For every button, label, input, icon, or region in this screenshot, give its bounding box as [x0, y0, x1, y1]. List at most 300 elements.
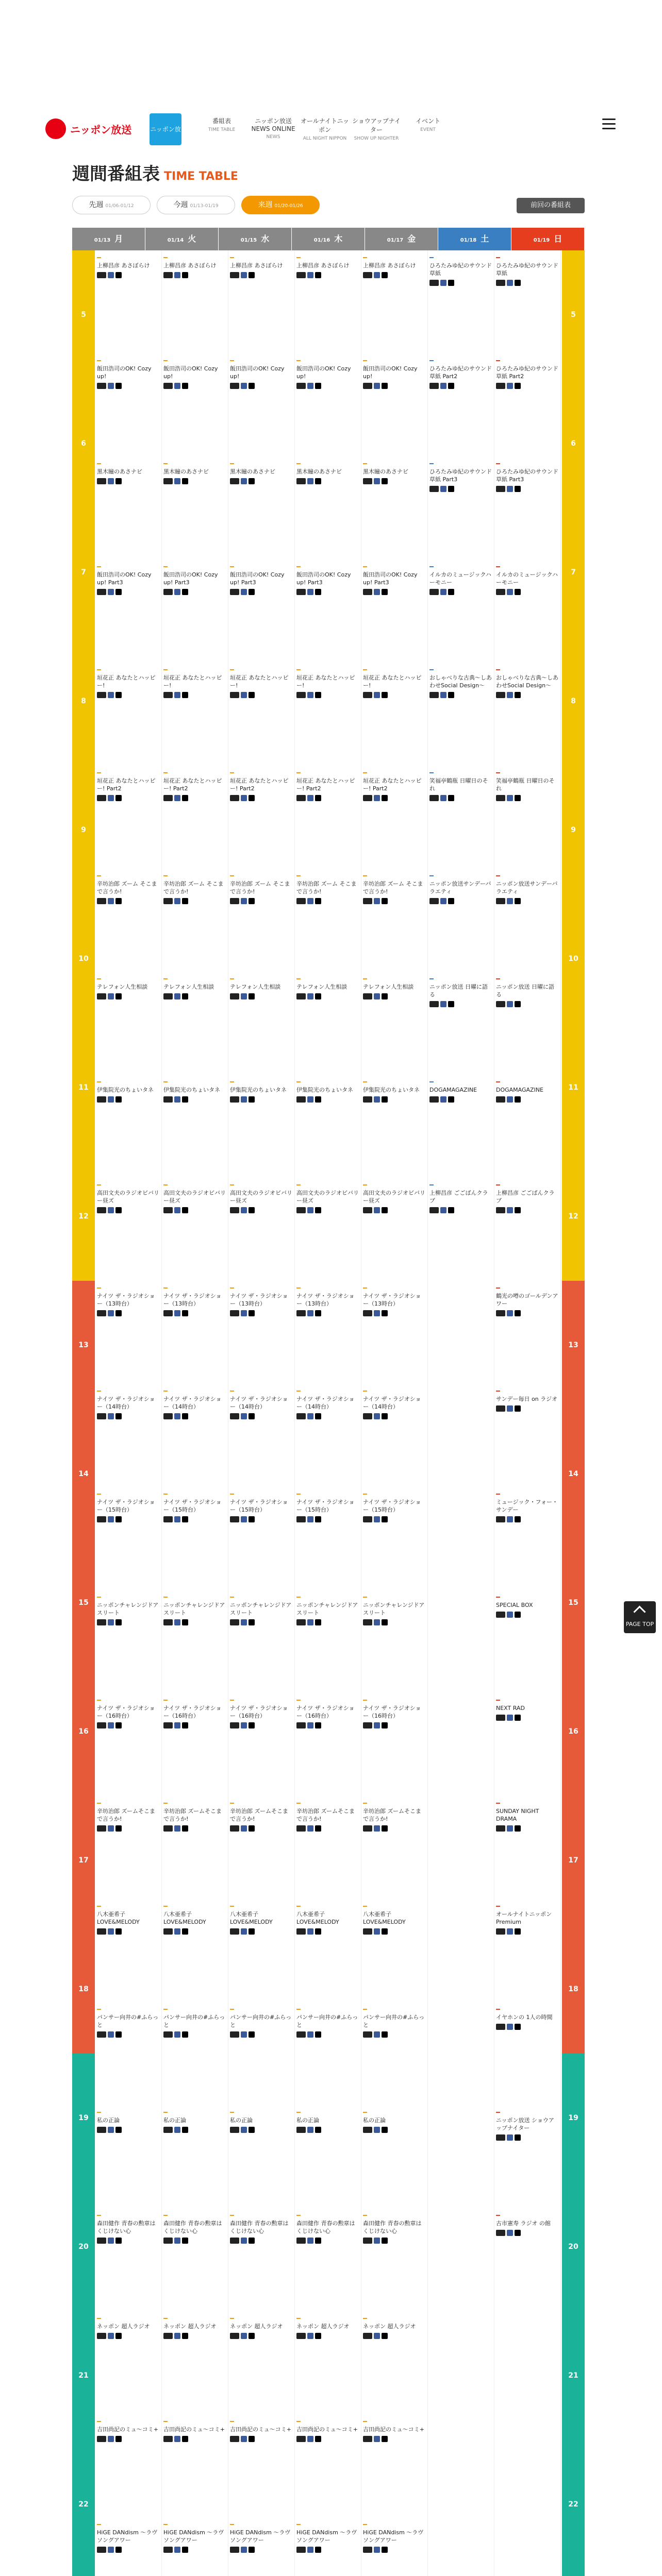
fb-icon[interactable]	[307, 272, 313, 278]
program-cell[interactable]	[97, 1594, 159, 1625]
program-cell[interactable]	[296, 1903, 359, 1935]
x-icon[interactable]	[249, 2238, 255, 2244]
fb-icon[interactable]	[241, 1928, 247, 1935]
radiko-icon[interactable]	[230, 2436, 239, 2442]
program-cell[interactable]	[97, 976, 159, 999]
x-icon[interactable]	[249, 383, 255, 389]
program-cell[interactable]	[363, 1594, 425, 1625]
radiko-icon[interactable]	[363, 2333, 372, 2339]
x-icon[interactable]	[515, 1612, 521, 1618]
program-cell[interactable]	[163, 2212, 226, 2244]
fb-icon[interactable]	[241, 2127, 247, 2133]
fb-icon[interactable]	[108, 478, 114, 484]
radiko-icon[interactable]	[496, 692, 505, 698]
fb-icon[interactable]	[241, 1096, 247, 1103]
fb-icon[interactable]	[108, 692, 114, 698]
program-cell[interactable]	[429, 873, 492, 904]
radiko-icon[interactable]	[97, 478, 106, 484]
fb-icon[interactable]	[307, 993, 313, 999]
fb-icon[interactable]	[374, 478, 380, 484]
radiko-icon[interactable]	[97, 272, 106, 278]
x-icon[interactable]	[115, 993, 122, 999]
radiko-icon[interactable]	[97, 692, 106, 698]
program-cell[interactable]	[496, 1903, 558, 1935]
fb-icon[interactable]	[174, 2436, 180, 2442]
x-icon[interactable]	[515, 589, 521, 595]
radiko-icon[interactable]	[230, 478, 239, 484]
fb-icon[interactable]	[307, 2333, 313, 2339]
fb-icon[interactable]	[307, 692, 313, 698]
x-icon[interactable]	[515, 1715, 521, 1721]
x-icon[interactable]	[315, 1928, 321, 1935]
fb-icon[interactable]	[307, 478, 313, 484]
radiko-icon[interactable]	[163, 2333, 173, 2339]
program-cell[interactable]	[496, 2006, 558, 2030]
radiko-icon[interactable]	[363, 1310, 372, 1316]
program-cell[interactable]	[230, 1491, 292, 1522]
x-icon[interactable]	[515, 2134, 521, 2141]
program-cell[interactable]	[230, 1903, 292, 1935]
radiko-icon[interactable]	[296, 2333, 306, 2339]
fb-icon[interactable]	[241, 1619, 247, 1625]
x-icon[interactable]	[249, 2031, 255, 2038]
program-cell[interactable]	[230, 564, 292, 595]
radiko-icon[interactable]	[429, 898, 439, 904]
x-icon[interactable]	[515, 280, 521, 286]
radiko-icon[interactable]	[429, 280, 439, 286]
x-icon[interactable]	[382, 1096, 388, 1103]
x-icon[interactable]	[382, 2238, 388, 2244]
x-icon[interactable]	[115, 1207, 122, 1213]
radiko-icon[interactable]	[429, 692, 439, 698]
radiko-icon[interactable]	[429, 1096, 439, 1103]
radiko-icon[interactable]	[496, 1310, 505, 1316]
program-cell[interactable]	[163, 873, 226, 904]
program-cell[interactable]	[97, 2212, 159, 2244]
program-cell[interactable]	[97, 1388, 159, 1419]
radiko-icon[interactable]	[163, 1928, 173, 1935]
fb-icon[interactable]	[108, 1825, 114, 1832]
fb-icon[interactable]	[241, 383, 247, 389]
radiko-icon[interactable]	[296, 2238, 306, 2244]
program-cell[interactable]	[97, 770, 159, 801]
program-cell[interactable]	[496, 976, 558, 1007]
fb-icon[interactable]	[174, 589, 180, 595]
program-cell[interactable]	[496, 2109, 558, 2141]
program-cell[interactable]	[163, 667, 226, 698]
program-cell[interactable]	[496, 2212, 558, 2236]
program-cell[interactable]	[163, 2418, 226, 2442]
program-cell[interactable]	[496, 255, 558, 286]
fb-icon[interactable]	[174, 993, 180, 999]
program-cell[interactable]	[230, 2212, 292, 2244]
program-cell[interactable]	[163, 564, 226, 595]
program-cell[interactable]	[163, 1285, 226, 1316]
x-icon[interactable]	[515, 1516, 521, 1522]
program-cell[interactable]	[163, 770, 226, 801]
fb-icon[interactable]	[307, 1310, 313, 1316]
x-icon[interactable]	[515, 383, 521, 389]
fb-icon[interactable]	[507, 1928, 513, 1935]
program-cell[interactable]	[230, 770, 292, 801]
radiko-icon[interactable]	[230, 1619, 239, 1625]
menu-icon[interactable]	[602, 118, 616, 129]
fb-icon[interactable]	[307, 795, 313, 801]
x-icon[interactable]	[315, 589, 321, 595]
x-icon[interactable]	[315, 1096, 321, 1103]
program-cell[interactable]	[296, 2418, 359, 2442]
x-icon[interactable]	[115, 272, 122, 278]
x-icon[interactable]	[382, 2333, 388, 2339]
fb-icon[interactable]	[307, 1825, 313, 1832]
program-cell[interactable]	[97, 358, 159, 389]
program-cell[interactable]	[296, 1491, 359, 1522]
radiko-icon[interactable]	[296, 478, 306, 484]
program-cell[interactable]	[163, 255, 226, 278]
radiko-icon[interactable]	[296, 1310, 306, 1316]
fb-icon[interactable]	[174, 1722, 180, 1728]
x-icon[interactable]	[315, 1619, 321, 1625]
x-icon[interactable]	[115, 1722, 122, 1728]
x-icon[interactable]	[115, 1825, 122, 1832]
x-icon[interactable]	[382, 1207, 388, 1213]
program-cell[interactable]	[363, 2212, 425, 2244]
tab-next-week[interactable]	[241, 196, 320, 214]
program-cell[interactable]	[429, 255, 492, 286]
radiko-icon[interactable]	[496, 1612, 505, 1618]
nav-news[interactable]	[247, 116, 299, 141]
radiko-icon[interactable]	[163, 1825, 173, 1832]
radiko-icon[interactable]	[296, 2436, 306, 2442]
radiko-icon[interactable]	[163, 1722, 173, 1728]
fb-icon[interactable]	[174, 1413, 180, 1419]
fb-icon[interactable]	[507, 280, 513, 286]
x-icon[interactable]	[382, 2031, 388, 2038]
x-icon[interactable]	[182, 1096, 188, 1103]
radiko-icon[interactable]	[363, 1516, 372, 1522]
program-cell[interactable]	[363, 255, 425, 278]
program-cell[interactable]	[296, 1594, 359, 1625]
fb-icon[interactable]	[241, 272, 247, 278]
program-cell[interactable]	[230, 1285, 292, 1316]
program-cell[interactable]	[296, 1388, 359, 1419]
radiko-icon[interactable]	[363, 1722, 372, 1728]
x-icon[interactable]	[382, 2547, 388, 2553]
x-icon[interactable]	[115, 383, 122, 389]
program-cell[interactable]	[97, 2521, 159, 2553]
radiko-icon[interactable]	[97, 2333, 106, 2339]
fb-icon[interactable]	[440, 692, 446, 698]
radiko-icon[interactable]	[363, 2031, 372, 2038]
radiko-icon[interactable]	[496, 1001, 505, 1007]
radiko-icon[interactable]	[163, 2436, 173, 2442]
fb-icon[interactable]	[507, 1516, 513, 1522]
radiko-icon[interactable]	[429, 486, 439, 492]
program-cell[interactable]	[97, 1697, 159, 1728]
day-mon[interactable]	[72, 228, 145, 250]
radiko-icon[interactable]	[97, 993, 106, 999]
x-icon[interactable]	[315, 1207, 321, 1213]
x-icon[interactable]	[515, 898, 521, 904]
radiko-icon[interactable]	[230, 1207, 239, 1213]
x-icon[interactable]	[315, 1310, 321, 1316]
radiko-icon[interactable]	[363, 1207, 372, 1213]
program-cell[interactable]	[363, 2006, 425, 2038]
radiko-icon[interactable]	[97, 795, 106, 801]
x-icon[interactable]	[115, 2333, 122, 2339]
fb-icon[interactable]	[307, 1096, 313, 1103]
fb-icon[interactable]	[108, 2547, 114, 2553]
x-icon[interactable]	[182, 1928, 188, 1935]
program-cell[interactable]	[296, 2315, 359, 2339]
x-icon[interactable]	[182, 1310, 188, 1316]
fb-icon[interactable]	[440, 898, 446, 904]
x-icon[interactable]	[249, 1928, 255, 1935]
radiko-icon[interactable]	[230, 692, 239, 698]
x-icon[interactable]	[182, 383, 188, 389]
fb-icon[interactable]	[108, 1722, 114, 1728]
radiko-icon[interactable]	[97, 898, 106, 904]
fb-icon[interactable]	[307, 589, 313, 595]
program-cell[interactable]	[97, 2006, 159, 2038]
x-icon[interactable]	[315, 795, 321, 801]
fb-icon[interactable]	[241, 898, 247, 904]
day-sun[interactable]	[511, 228, 585, 250]
x-icon[interactable]	[249, 2127, 255, 2133]
fb-icon[interactable]	[174, 1310, 180, 1316]
x-icon[interactable]	[382, 898, 388, 904]
fb-icon[interactable]	[507, 2134, 513, 2141]
x-icon[interactable]	[515, 1405, 521, 1412]
program-cell[interactable]	[296, 873, 359, 904]
radiko-icon[interactable]	[496, 2230, 505, 2236]
fb-icon[interactable]	[440, 1207, 446, 1213]
program-cell[interactable]	[97, 461, 159, 484]
radiko-icon[interactable]	[429, 589, 439, 595]
program-cell[interactable]	[97, 2109, 159, 2133]
radiko-icon[interactable]	[496, 1516, 505, 1522]
radiko-icon[interactable]	[230, 1722, 239, 1728]
radiko-icon[interactable]	[163, 1413, 173, 1419]
program-cell[interactable]	[496, 770, 558, 801]
program-cell[interactable]	[496, 667, 558, 698]
x-icon[interactable]	[382, 993, 388, 999]
x-icon[interactable]	[448, 1207, 454, 1213]
program-cell[interactable]	[496, 564, 558, 595]
radiko-icon[interactable]	[163, 2127, 173, 2133]
x-icon[interactable]	[448, 383, 454, 389]
program-cell[interactable]	[230, 461, 292, 484]
fb-icon[interactable]	[440, 1001, 446, 1007]
program-cell[interactable]	[363, 1697, 425, 1728]
fb-icon[interactable]	[174, 272, 180, 278]
program-cell[interactable]	[163, 976, 226, 999]
program-cell[interactable]	[163, 2109, 226, 2133]
radiko-icon[interactable]	[363, 1413, 372, 1419]
x-icon[interactable]	[448, 1001, 454, 1007]
radiko-icon[interactable]	[163, 2238, 173, 2244]
fb-icon[interactable]	[174, 1207, 180, 1213]
program-cell[interactable]	[230, 2418, 292, 2442]
radiko-icon[interactable]	[163, 478, 173, 484]
fb-icon[interactable]	[307, 898, 313, 904]
fb-icon[interactable]	[307, 2031, 313, 2038]
radiko-icon[interactable]	[296, 795, 306, 801]
program-cell[interactable]	[163, 2006, 226, 2038]
fb-icon[interactable]	[108, 898, 114, 904]
fb-icon[interactable]	[507, 1096, 513, 1103]
day-fri[interactable]	[365, 228, 438, 250]
fb-icon[interactable]	[241, 589, 247, 595]
program-cell[interactable]	[97, 873, 159, 904]
program-cell[interactable]	[363, 1800, 425, 1832]
x-icon[interactable]	[249, 1722, 255, 1728]
x-icon[interactable]	[182, 589, 188, 595]
program-cell[interactable]	[429, 358, 492, 389]
radiko-icon[interactable]	[363, 898, 372, 904]
program-cell[interactable]	[296, 255, 359, 278]
program-cell[interactable]	[296, 770, 359, 801]
program-cell[interactable]	[230, 1079, 292, 1103]
radiko-icon[interactable]	[496, 1405, 505, 1412]
x-icon[interactable]	[382, 478, 388, 484]
x-icon[interactable]	[515, 692, 521, 698]
fb-icon[interactable]	[507, 383, 513, 389]
fb-icon[interactable]	[108, 2031, 114, 2038]
x-icon[interactable]	[382, 795, 388, 801]
fb-icon[interactable]	[507, 1207, 513, 1213]
program-cell[interactable]	[429, 461, 492, 492]
x-icon[interactable]	[382, 1619, 388, 1625]
program-cell[interactable]	[363, 667, 425, 698]
program-cell[interactable]	[496, 461, 558, 492]
radiko-icon[interactable]	[296, 1722, 306, 1728]
radiko-icon[interactable]	[496, 383, 505, 389]
radiko-icon[interactable]	[296, 2547, 306, 2553]
fb-icon[interactable]	[174, 2333, 180, 2339]
program-cell[interactable]	[230, 1800, 292, 1832]
radiko-icon[interactable]	[363, 1619, 372, 1625]
radiko-icon[interactable]	[163, 692, 173, 698]
radiko-icon[interactable]	[496, 1207, 505, 1213]
x-icon[interactable]	[382, 1825, 388, 1832]
x-icon[interactable]	[249, 2547, 255, 2553]
radiko-icon[interactable]	[97, 589, 106, 595]
radiko-icon[interactable]	[496, 1825, 505, 1832]
radiko-icon[interactable]	[496, 1928, 505, 1935]
x-icon[interactable]	[315, 898, 321, 904]
radiko-icon[interactable]	[97, 1413, 106, 1419]
fb-icon[interactable]	[108, 1516, 114, 1522]
x-icon[interactable]	[115, 692, 122, 698]
radiko-icon[interactable]	[230, 2333, 239, 2339]
radiko-icon[interactable]	[363, 993, 372, 999]
x-icon[interactable]	[115, 2547, 122, 2553]
fb-icon[interactable]	[307, 2547, 313, 2553]
program-cell[interactable]	[429, 976, 492, 1007]
radiko-icon[interactable]	[363, 383, 372, 389]
radiko-icon[interactable]	[163, 795, 173, 801]
program-cell[interactable]	[163, 1182, 226, 1213]
x-icon[interactable]	[315, 2031, 321, 2038]
x-icon[interactable]	[382, 1722, 388, 1728]
radiko-icon[interactable]	[363, 272, 372, 278]
fb-icon[interactable]	[108, 589, 114, 595]
radiko-icon[interactable]	[296, 2031, 306, 2038]
fb-icon[interactable]	[374, 1096, 380, 1103]
x-icon[interactable]	[249, 478, 255, 484]
fb-icon[interactable]	[174, 2031, 180, 2038]
x-icon[interactable]	[115, 1619, 122, 1625]
radiko-icon[interactable]	[97, 2238, 106, 2244]
x-icon[interactable]	[249, 795, 255, 801]
program-cell[interactable]	[230, 255, 292, 278]
x-icon[interactable]	[448, 795, 454, 801]
x-icon[interactable]	[115, 1928, 122, 1935]
fb-icon[interactable]	[108, 2436, 114, 2442]
program-cell[interactable]	[97, 1182, 159, 1213]
program-cell[interactable]	[496, 1491, 558, 1522]
radiko-icon[interactable]	[363, 692, 372, 698]
fb-icon[interactable]	[374, 1310, 380, 1316]
fb-icon[interactable]	[108, 2127, 114, 2133]
program-cell[interactable]	[363, 1903, 425, 1935]
program-cell[interactable]	[296, 461, 359, 484]
x-icon[interactable]	[115, 589, 122, 595]
radiko-icon[interactable]	[496, 486, 505, 492]
program-cell[interactable]	[163, 2315, 226, 2339]
radiko-icon[interactable]	[163, 1619, 173, 1625]
radiko-icon[interactable]	[230, 1310, 239, 1316]
x-icon[interactable]	[182, 1722, 188, 1728]
x-icon[interactable]	[115, 1516, 122, 1522]
fb-icon[interactable]	[374, 2547, 380, 2553]
fb-icon[interactable]	[174, 795, 180, 801]
tab-this-week[interactable]	[157, 196, 235, 214]
x-icon[interactable]	[315, 2333, 321, 2339]
x-icon[interactable]	[115, 2238, 122, 2244]
program-cell[interactable]	[496, 1182, 558, 1213]
fb-icon[interactable]	[108, 383, 114, 389]
radiko-icon[interactable]	[97, 1722, 106, 1728]
x-icon[interactable]	[515, 1001, 521, 1007]
fb-icon[interactable]	[374, 1928, 380, 1935]
radiko-icon[interactable]	[97, 1207, 106, 1213]
nav-event[interactable]	[402, 116, 454, 141]
fb-icon[interactable]	[307, 2436, 313, 2442]
x-icon[interactable]	[182, 2436, 188, 2442]
x-icon[interactable]	[249, 1310, 255, 1316]
program-cell[interactable]	[163, 1079, 226, 1103]
fb-icon[interactable]	[241, 1825, 247, 1832]
fb-icon[interactable]	[440, 795, 446, 801]
x-icon[interactable]	[382, 1928, 388, 1935]
radiko-icon[interactable]	[296, 1207, 306, 1213]
radiko-icon[interactable]	[496, 1096, 505, 1103]
x-icon[interactable]	[515, 1310, 521, 1316]
x-icon[interactable]	[182, 1619, 188, 1625]
fb-icon[interactable]	[174, 2127, 180, 2133]
fb-icon[interactable]	[108, 1096, 114, 1103]
program-cell[interactable]	[97, 2418, 159, 2442]
radiko-icon[interactable]	[496, 898, 505, 904]
program-cell[interactable]	[363, 2521, 425, 2553]
fb-icon[interactable]	[241, 993, 247, 999]
day-thu[interactable]	[292, 228, 365, 250]
program-cell[interactable]	[163, 1388, 226, 1419]
fb-icon[interactable]	[241, 2333, 247, 2339]
x-icon[interactable]	[315, 2547, 321, 2553]
